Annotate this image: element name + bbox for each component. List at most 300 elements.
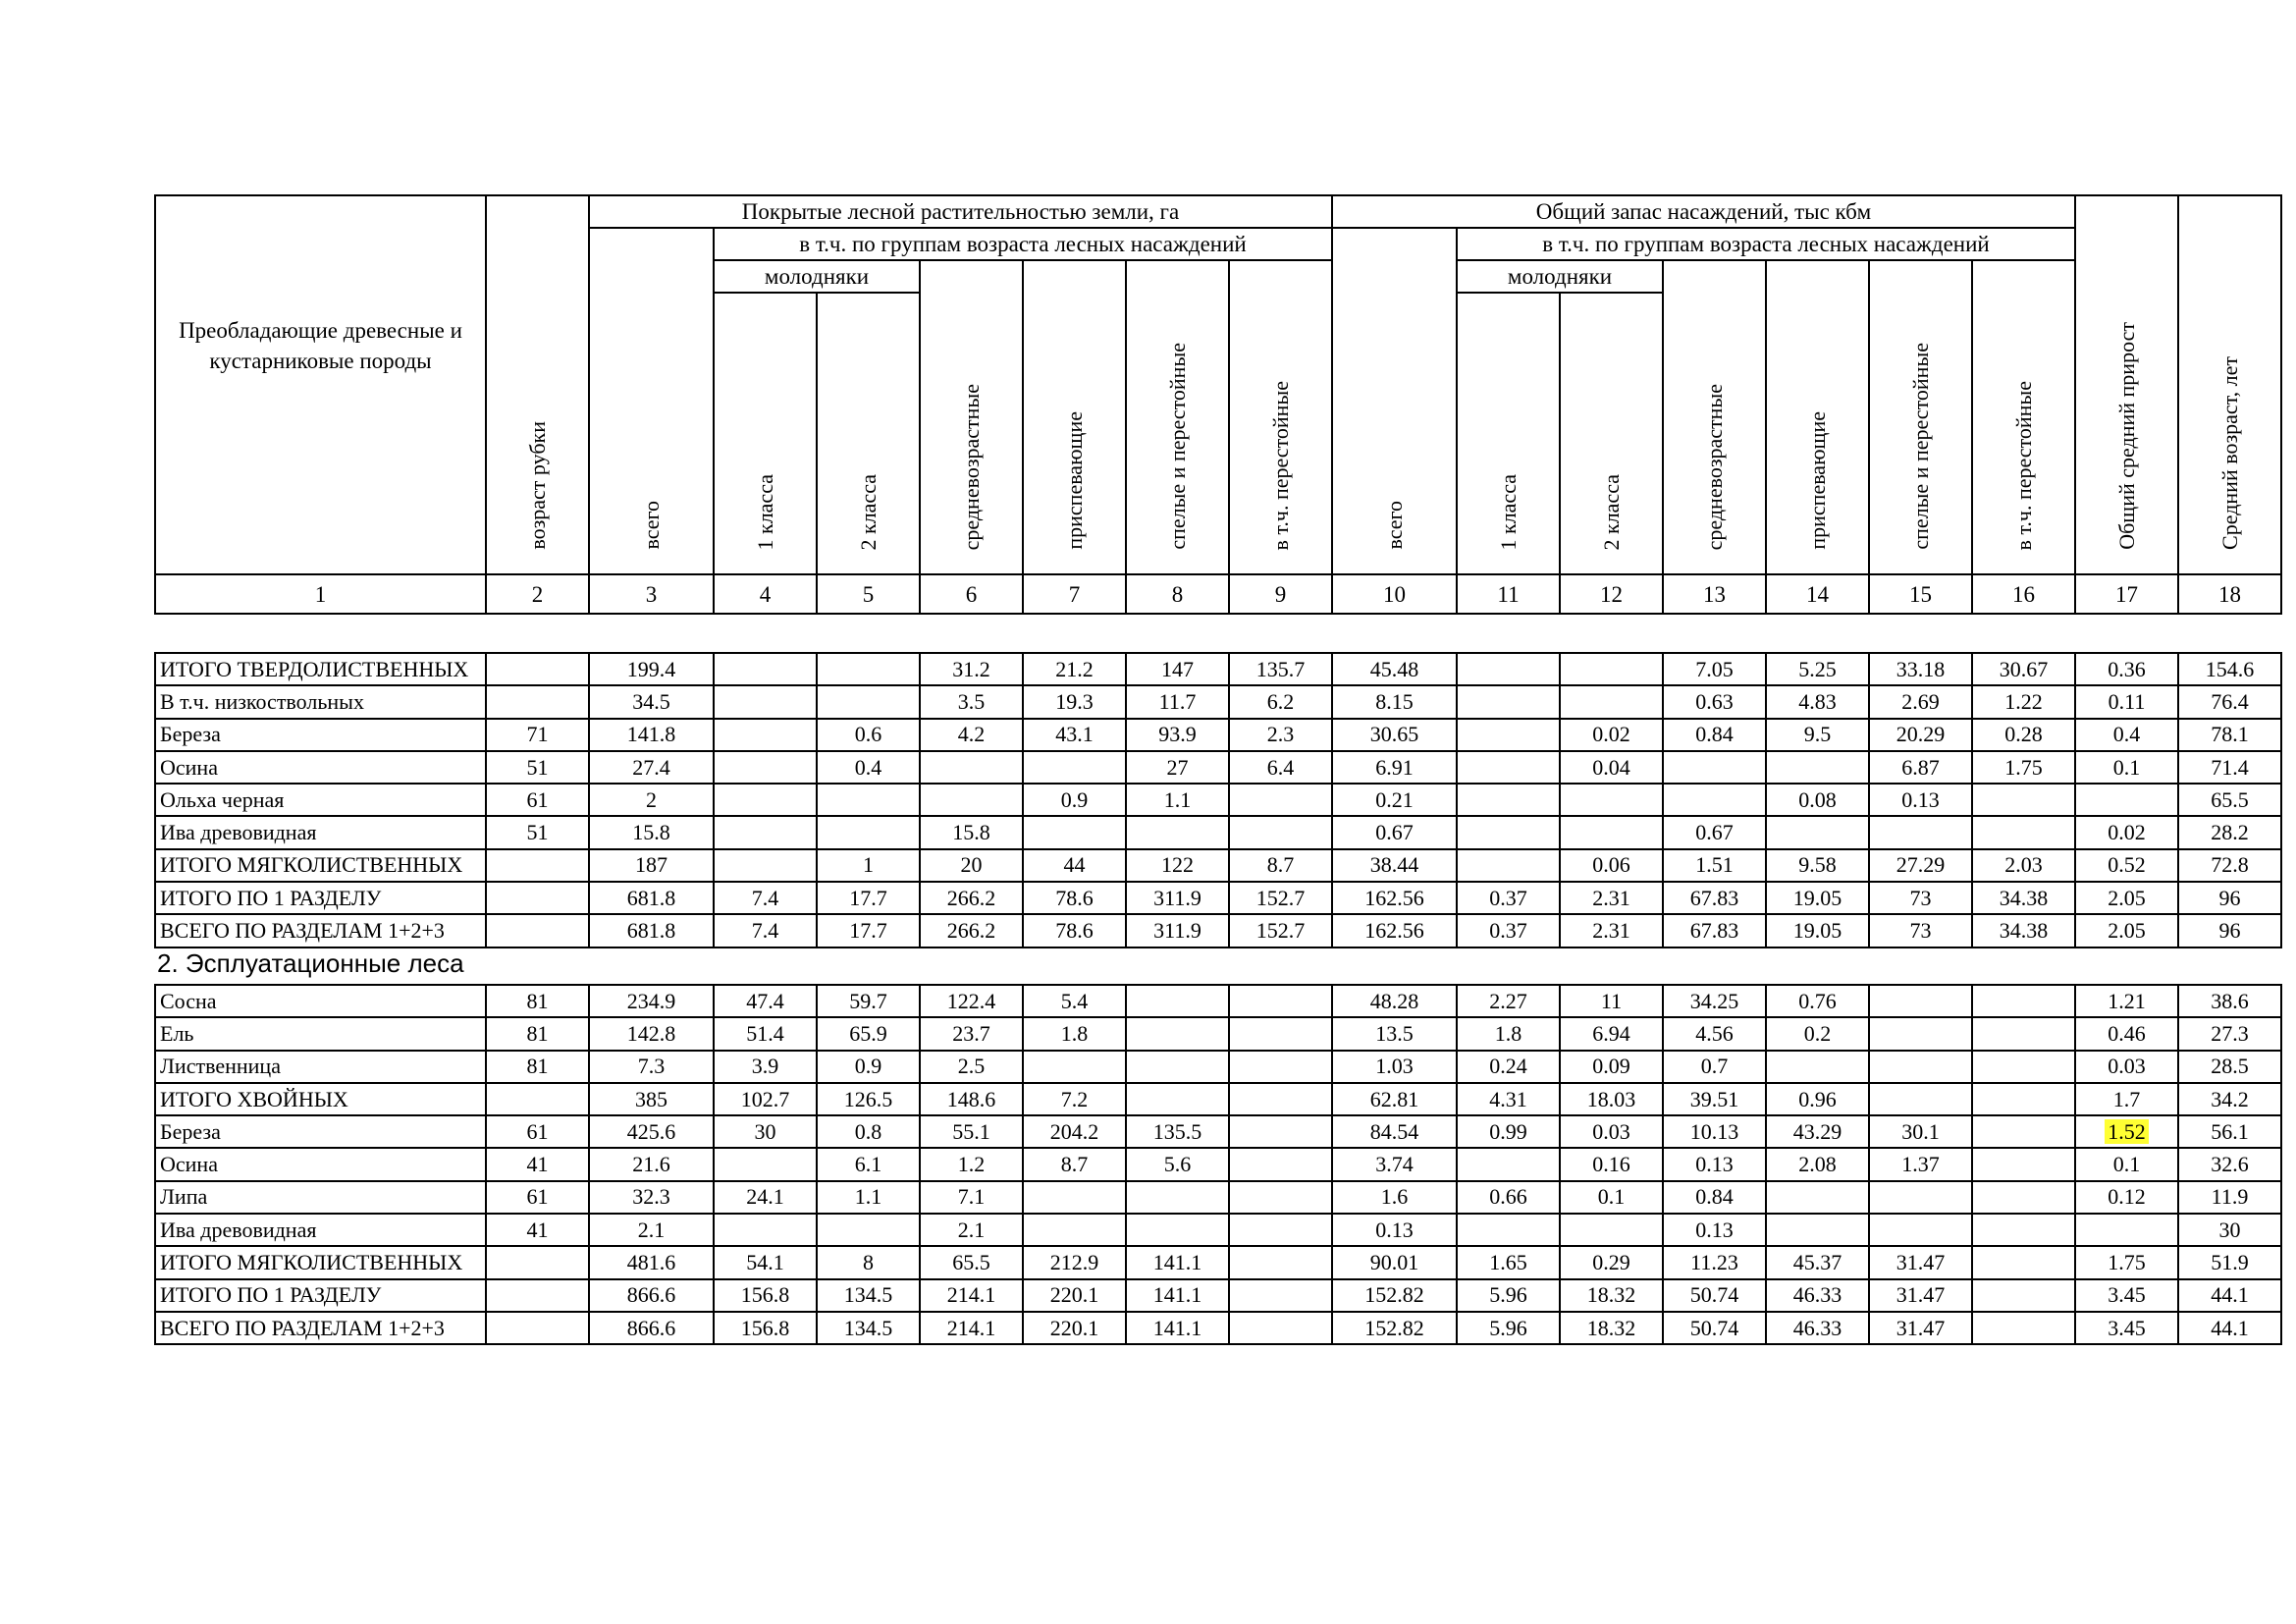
data-cell: 32.3 bbox=[589, 1181, 714, 1214]
data-cell bbox=[1972, 816, 2075, 848]
data-cell: 50.74 bbox=[1663, 1279, 1766, 1312]
data-cell: 47.4 bbox=[714, 985, 817, 1017]
data-cell: 51 bbox=[486, 816, 589, 848]
data-cell: 187 bbox=[589, 849, 714, 882]
column-number: 10 bbox=[1332, 574, 1457, 614]
data-cell bbox=[486, 653, 589, 685]
data-cell: 45.48 bbox=[1332, 653, 1457, 685]
column-number: 15 bbox=[1869, 574, 1972, 614]
data-cell: 122 bbox=[1126, 849, 1229, 882]
data-cell: 2.3 bbox=[1229, 719, 1332, 751]
data-cell bbox=[1229, 1214, 1332, 1246]
data-cell: 5.25 bbox=[1766, 653, 1869, 685]
data-cell: 27.4 bbox=[589, 751, 714, 784]
data-cell: 1.51 bbox=[1663, 849, 1766, 882]
data-cell: 96 bbox=[2178, 914, 2281, 947]
data-cell: 6.4 bbox=[1229, 751, 1332, 784]
data-cell: 13.5 bbox=[1332, 1017, 1457, 1050]
data-cell: 5.96 bbox=[1457, 1312, 1560, 1344]
data-cell bbox=[1972, 1115, 2075, 1148]
data-cell: 135.5 bbox=[1126, 1115, 1229, 1148]
data-cell bbox=[1229, 784, 1332, 816]
data-cell bbox=[1972, 1214, 2075, 1246]
species-name-cell: ИТОГО МЯГКОЛИСТВЕННЫХ bbox=[155, 849, 486, 882]
data-cell: 51.9 bbox=[2178, 1246, 2281, 1278]
data-cell bbox=[486, 882, 589, 914]
data-cell: 152.82 bbox=[1332, 1312, 1457, 1344]
data-cell: 141.1 bbox=[1126, 1312, 1229, 1344]
data-cell: 162.56 bbox=[1332, 882, 1457, 914]
data-cell: 4.2 bbox=[920, 719, 1023, 751]
data-cell bbox=[1766, 1181, 1869, 1214]
data-cell bbox=[1972, 1312, 2075, 1344]
data-cell: 234.9 bbox=[589, 985, 714, 1017]
data-cell bbox=[1869, 1214, 1972, 1246]
header-middle-a: средневозрастные bbox=[920, 260, 1023, 574]
header-cut-age: возраст рубки bbox=[486, 195, 589, 574]
data-cell: 34.2 bbox=[2178, 1083, 2281, 1115]
data-cell: 311.9 bbox=[1126, 914, 1229, 947]
data-cell: 1.1 bbox=[817, 1181, 920, 1214]
data-cell: 7.4 bbox=[714, 914, 817, 947]
data-cell: 65.9 bbox=[817, 1017, 920, 1050]
data-cell bbox=[1457, 784, 1560, 816]
data-cell: 30.67 bbox=[1972, 653, 2075, 685]
data-cell: 0.24 bbox=[1457, 1051, 1560, 1083]
data-cell: 0.63 bbox=[1663, 685, 1766, 718]
data-cell: 20.29 bbox=[1869, 719, 1972, 751]
data-cell: 0.67 bbox=[1663, 816, 1766, 848]
data-cell: 866.6 bbox=[589, 1312, 714, 1344]
data-cell bbox=[1229, 816, 1332, 848]
data-cell: 6.91 bbox=[1332, 751, 1457, 784]
data-cell bbox=[2075, 1115, 2178, 1148]
data-cell: 0.84 bbox=[1663, 719, 1766, 751]
header-stock-subgroup: в т.ч. по группам возраста лесных насаждений bbox=[1457, 228, 2075, 260]
table-row bbox=[155, 751, 2281, 784]
data-cell: 0.28 bbox=[1972, 719, 2075, 751]
data-cell: 152.7 bbox=[1229, 882, 1332, 914]
data-cell: 5.6 bbox=[1126, 1148, 1229, 1180]
data-cell: 31.47 bbox=[1869, 1312, 1972, 1344]
species-name-cell: Ива древовидная bbox=[155, 816, 486, 848]
data-cell: 24.1 bbox=[714, 1181, 817, 1214]
data-cell bbox=[1560, 685, 1663, 718]
data-cell: 0.29 bbox=[1560, 1246, 1663, 1278]
column-number: 12 bbox=[1560, 574, 1663, 614]
header-mature-b: спелые и перестойные bbox=[1869, 260, 1972, 574]
species-name-cell: Ива древовидная bbox=[155, 1214, 486, 1246]
table-row bbox=[155, 1017, 2281, 1050]
data-cell: 38.6 bbox=[2178, 985, 2281, 1017]
data-cell bbox=[1229, 1017, 1332, 1050]
species-name-cell: ВСЕГО ПО РАЗДЕЛАМ 1+2+3 bbox=[155, 914, 486, 947]
column-number: 17 bbox=[2075, 574, 2178, 614]
data-cell: 1.1 bbox=[1126, 784, 1229, 816]
data-cell: 1.8 bbox=[1457, 1017, 1560, 1050]
data-cell: 9.58 bbox=[1766, 849, 1869, 882]
data-cell: 54.1 bbox=[714, 1246, 817, 1278]
data-cell bbox=[486, 1279, 589, 1312]
header-area-group: Покрытые лесной растительностью земли, га bbox=[589, 195, 1332, 228]
column-number: 16 bbox=[1972, 574, 2075, 614]
data-cell: 2.05 bbox=[2075, 914, 2178, 947]
data-cell bbox=[2075, 1214, 2178, 1246]
data-cell: 1.22 bbox=[1972, 685, 2075, 718]
data-cell bbox=[486, 1083, 589, 1115]
data-cell: 3.45 bbox=[2075, 1279, 2178, 1312]
data-cell: 126.5 bbox=[817, 1083, 920, 1115]
data-cell: 3.74 bbox=[1332, 1148, 1457, 1180]
data-cell: 0.52 bbox=[2075, 849, 2178, 882]
data-cell: 34.5 bbox=[589, 685, 714, 718]
data-cell: 71 bbox=[486, 719, 589, 751]
data-cell: 31.47 bbox=[1869, 1279, 1972, 1312]
data-cell: 1.8 bbox=[1023, 1017, 1126, 1050]
data-cell: 0.4 bbox=[2075, 719, 2178, 751]
data-cell: 1.03 bbox=[1332, 1051, 1457, 1083]
data-cell: 2.08 bbox=[1766, 1148, 1869, 1180]
species-name-cell: Береза bbox=[155, 719, 486, 751]
data-cell: 2 bbox=[589, 784, 714, 816]
data-cell bbox=[1560, 784, 1663, 816]
data-cell: 76.4 bbox=[2178, 685, 2281, 718]
data-cell bbox=[1229, 1181, 1332, 1214]
data-cell: 84.54 bbox=[1332, 1115, 1457, 1148]
data-cell: 73 bbox=[1869, 882, 1972, 914]
data-cell bbox=[1560, 1214, 1663, 1246]
data-cell bbox=[1869, 1017, 1972, 1050]
data-cell bbox=[1023, 751, 1126, 784]
column-number-row bbox=[155, 574, 2281, 614]
data-cell: 30 bbox=[2178, 1214, 2281, 1246]
data-cell bbox=[714, 685, 817, 718]
data-cell: 61 bbox=[486, 784, 589, 816]
data-cell: 71.4 bbox=[2178, 751, 2281, 784]
section-2-title: 2. Эсплуатационные леса bbox=[157, 948, 464, 978]
data-cell: 1 bbox=[817, 849, 920, 882]
data-cell: 65.5 bbox=[2178, 784, 2281, 816]
data-cell: 56.1 bbox=[2178, 1115, 2281, 1148]
data-cell: 266.2 bbox=[920, 914, 1023, 947]
data-cell: 0.66 bbox=[1457, 1181, 1560, 1214]
species-name-cell: Сосна bbox=[155, 985, 486, 1017]
data-cell bbox=[1457, 816, 1560, 848]
table-row bbox=[155, 1279, 2281, 1312]
data-cell: 6.2 bbox=[1229, 685, 1332, 718]
column-number: 6 bbox=[920, 574, 1023, 614]
header-avg-age: Средний возраст, лет bbox=[2178, 195, 2281, 574]
header-middle-b: средневозрастные bbox=[1663, 260, 1766, 574]
data-cell: 8.7 bbox=[1229, 849, 1332, 882]
data-cell: 39.51 bbox=[1663, 1083, 1766, 1115]
data-cell: 7.05 bbox=[1663, 653, 1766, 685]
species-name-cell: ИТОГО МЯГКОЛИСТВЕННЫХ bbox=[155, 1246, 486, 1278]
data-cell: 0.21 bbox=[1332, 784, 1457, 816]
data-cell: 0.04 bbox=[1560, 751, 1663, 784]
data-cell: 1.21 bbox=[2075, 985, 2178, 1017]
header-stock-group: Общий запас насаждений, тыс кбм bbox=[1332, 195, 2075, 228]
table-row bbox=[155, 1083, 2281, 1115]
data-cell bbox=[1229, 1279, 1332, 1312]
header-class1-a: 1 класса bbox=[714, 293, 817, 574]
data-cell: 45.37 bbox=[1766, 1246, 1869, 1278]
data-cell bbox=[1560, 816, 1663, 848]
data-cell: 214.1 bbox=[920, 1312, 1023, 1344]
table-row bbox=[155, 882, 2281, 914]
data-cell: 6.94 bbox=[1560, 1017, 1663, 1050]
data-cell: 19.3 bbox=[1023, 685, 1126, 718]
data-cell bbox=[1126, 816, 1229, 848]
data-cell: 481.6 bbox=[589, 1246, 714, 1278]
data-cell: 8.15 bbox=[1332, 685, 1457, 718]
data-cell bbox=[1229, 1083, 1332, 1115]
data-cell: 96 bbox=[2178, 882, 2281, 914]
data-cell: 11 bbox=[1560, 985, 1663, 1017]
data-cell: 27.3 bbox=[2178, 1017, 2281, 1050]
data-cell: 1.6 bbox=[1332, 1181, 1457, 1214]
species-name-cell: ИТОГО ПО 1 РАЗДЕЛУ bbox=[155, 1279, 486, 1312]
column-number: 7 bbox=[1023, 574, 1126, 614]
table-row bbox=[155, 985, 2281, 1017]
data-cell: 30.65 bbox=[1332, 719, 1457, 751]
data-cell: 2.05 bbox=[2075, 882, 2178, 914]
data-cell: 122.4 bbox=[920, 985, 1023, 1017]
table-row bbox=[155, 816, 2281, 848]
data-cell: 17.7 bbox=[817, 914, 920, 947]
column-number: 3 bbox=[589, 574, 714, 614]
data-cell: 7.1 bbox=[920, 1181, 1023, 1214]
data-cell: 0.08 bbox=[1766, 784, 1869, 816]
data-cell: 28.5 bbox=[2178, 1051, 2281, 1083]
data-cell: 41 bbox=[486, 1148, 589, 1180]
data-cell: 27.29 bbox=[1869, 849, 1972, 882]
data-cell: 11.23 bbox=[1663, 1246, 1766, 1278]
data-cell: 266.2 bbox=[920, 882, 1023, 914]
data-cell: 148.6 bbox=[920, 1083, 1023, 1115]
column-number: 13 bbox=[1663, 574, 1766, 614]
data-cell bbox=[817, 1214, 920, 1246]
data-cell: 8.7 bbox=[1023, 1148, 1126, 1180]
data-cell: 0.9 bbox=[817, 1051, 920, 1083]
data-cell: 19.05 bbox=[1766, 882, 1869, 914]
data-cell bbox=[920, 751, 1023, 784]
data-cell: 156.8 bbox=[714, 1279, 817, 1312]
data-cell bbox=[486, 1246, 589, 1278]
column-number: 8 bbox=[1126, 574, 1229, 614]
data-cell bbox=[1126, 985, 1229, 1017]
data-cell: 385 bbox=[589, 1083, 714, 1115]
data-cell: 23.7 bbox=[920, 1017, 1023, 1050]
data-cell bbox=[1457, 1214, 1560, 1246]
data-cell: 2.03 bbox=[1972, 849, 2075, 882]
data-cell: 9.5 bbox=[1766, 719, 1869, 751]
data-cell: 141.1 bbox=[1126, 1279, 1229, 1312]
data-cell: 0.7 bbox=[1663, 1051, 1766, 1083]
data-cell: 0.8 bbox=[817, 1115, 920, 1148]
data-cell: 2.31 bbox=[1560, 914, 1663, 947]
species-name-cell: В т.ч. низкоствольных bbox=[155, 685, 486, 718]
data-cell: 34.25 bbox=[1663, 985, 1766, 1017]
data-cell: 33.18 bbox=[1869, 653, 1972, 685]
data-cell bbox=[1229, 1115, 1332, 1148]
header-ripening-b: приспевающие bbox=[1766, 260, 1869, 574]
data-cell: 311.9 bbox=[1126, 882, 1229, 914]
data-cell: 78.1 bbox=[2178, 719, 2281, 751]
data-cell: 34.38 bbox=[1972, 882, 2075, 914]
species-name-cell: Липа bbox=[155, 1181, 486, 1214]
data-cell bbox=[714, 784, 817, 816]
data-cell bbox=[1229, 1148, 1332, 1180]
data-cell: 6.87 bbox=[1869, 751, 1972, 784]
data-cell bbox=[1126, 1051, 1229, 1083]
data-cell: 61 bbox=[486, 1181, 589, 1214]
column-number: 14 bbox=[1766, 574, 1869, 614]
data-cell: 199.4 bbox=[589, 653, 714, 685]
column-number: 18 bbox=[2178, 574, 2281, 614]
data-cell bbox=[1457, 1148, 1560, 1180]
data-cell bbox=[1023, 1181, 1126, 1214]
data-cell bbox=[1869, 816, 1972, 848]
data-cell bbox=[1972, 985, 2075, 1017]
data-cell: 0.06 bbox=[1560, 849, 1663, 882]
data-cell bbox=[817, 653, 920, 685]
data-cell: 10.13 bbox=[1663, 1115, 1766, 1148]
data-cell: 4.56 bbox=[1663, 1017, 1766, 1050]
data-cell: 31.47 bbox=[1869, 1246, 1972, 1278]
data-cell: 0.1 bbox=[2075, 1148, 2178, 1180]
table-row bbox=[155, 1246, 2281, 1278]
data-cell: 31.2 bbox=[920, 653, 1023, 685]
data-cell bbox=[817, 816, 920, 848]
data-cell: 73 bbox=[1869, 914, 1972, 947]
header-area-total: всего bbox=[589, 228, 714, 574]
data-cell: 214.1 bbox=[920, 1279, 1023, 1312]
data-cell bbox=[1663, 784, 1766, 816]
data-cell bbox=[714, 751, 817, 784]
data-cell: 0.37 bbox=[1457, 882, 1560, 914]
data-cell bbox=[1869, 1051, 1972, 1083]
table-row bbox=[155, 1312, 2281, 1344]
data-cell: 27 bbox=[1126, 751, 1229, 784]
data-cell bbox=[1972, 1279, 2075, 1312]
data-cell: 3.9 bbox=[714, 1051, 817, 1083]
table-row bbox=[155, 1051, 2281, 1083]
data-cell: 78.6 bbox=[1023, 914, 1126, 947]
data-cell: 5.4 bbox=[1023, 985, 1126, 1017]
header-ripening-a: приспевающие bbox=[1023, 260, 1126, 574]
data-cell: 62.81 bbox=[1332, 1083, 1457, 1115]
data-cell: 1.7 bbox=[2075, 1083, 2178, 1115]
data-cell: 147 bbox=[1126, 653, 1229, 685]
data-cell: 135.7 bbox=[1229, 653, 1332, 685]
data-cell: 0.03 bbox=[2075, 1051, 2178, 1083]
data-cell: 866.6 bbox=[589, 1279, 714, 1312]
data-cell: 51.4 bbox=[714, 1017, 817, 1050]
data-cell bbox=[1972, 1181, 2075, 1214]
data-cell bbox=[817, 784, 920, 816]
data-cell: 0.2 bbox=[1766, 1017, 1869, 1050]
data-cell bbox=[1972, 1246, 2075, 1278]
data-cell: 6.1 bbox=[817, 1148, 920, 1180]
data-cell: 212.9 bbox=[1023, 1246, 1126, 1278]
data-cell bbox=[1126, 1181, 1229, 1214]
data-cell bbox=[1457, 751, 1560, 784]
data-cell: 204.2 bbox=[1023, 1115, 1126, 1148]
data-cell: 81 bbox=[486, 1051, 589, 1083]
data-cell bbox=[714, 816, 817, 848]
species-name-cell: Береза bbox=[155, 1115, 486, 1148]
data-cell: 46.33 bbox=[1766, 1312, 1869, 1344]
data-cell: 0.67 bbox=[1332, 816, 1457, 848]
column-number: 11 bbox=[1457, 574, 1560, 614]
data-cell bbox=[1126, 1214, 1229, 1246]
data-cell: 32.6 bbox=[2178, 1148, 2281, 1180]
data-cell: 19.05 bbox=[1766, 914, 1869, 947]
species-name-cell: ИТОГО ТВЕРДОЛИСТВЕННЫХ bbox=[155, 653, 486, 685]
data-cell bbox=[817, 685, 920, 718]
data-cell: 72.8 bbox=[2178, 849, 2281, 882]
data-cell: 2.31 bbox=[1560, 882, 1663, 914]
data-cell bbox=[1023, 1214, 1126, 1246]
data-cell bbox=[714, 849, 817, 882]
data-cell: 152.82 bbox=[1332, 1279, 1457, 1312]
data-cell: 81 bbox=[486, 985, 589, 1017]
data-cell: 0.76 bbox=[1766, 985, 1869, 1017]
data-cell bbox=[1457, 653, 1560, 685]
data-cell bbox=[1869, 1181, 1972, 1214]
data-cell: 220.1 bbox=[1023, 1312, 1126, 1344]
data-cell bbox=[1229, 1312, 1332, 1344]
data-cell: 41 bbox=[486, 1214, 589, 1246]
data-cell: 681.8 bbox=[589, 914, 714, 947]
data-cell: 141.8 bbox=[589, 719, 714, 751]
data-cell: 1.37 bbox=[1869, 1148, 1972, 1180]
table-row bbox=[155, 1214, 2281, 1246]
table-row bbox=[155, 719, 2281, 751]
data-cell: 55.1 bbox=[920, 1115, 1023, 1148]
species-name-cell: Ольха черная bbox=[155, 784, 486, 816]
data-cell: 0.1 bbox=[1560, 1181, 1663, 1214]
header-mature-a: спелые и перестойные bbox=[1126, 260, 1229, 574]
section-2-table bbox=[154, 984, 2282, 1345]
data-cell bbox=[1126, 1083, 1229, 1115]
data-cell: 81 bbox=[486, 1017, 589, 1050]
species-name-cell: Осина bbox=[155, 1148, 486, 1180]
data-cell bbox=[1229, 985, 1332, 1017]
data-cell: 425.6 bbox=[589, 1115, 714, 1148]
table-row bbox=[155, 685, 2281, 718]
data-cell: 7.3 bbox=[589, 1051, 714, 1083]
table-row bbox=[155, 653, 2281, 685]
data-cell bbox=[1972, 1083, 2075, 1115]
data-cell bbox=[714, 1214, 817, 1246]
data-cell bbox=[2075, 784, 2178, 816]
data-cell: 30.1 bbox=[1869, 1115, 1972, 1148]
table-row bbox=[155, 1148, 2281, 1180]
table-row bbox=[155, 1181, 2281, 1214]
data-cell bbox=[1126, 1017, 1229, 1050]
species-name-cell: Осина bbox=[155, 751, 486, 784]
data-cell: 7.4 bbox=[714, 882, 817, 914]
data-cell: 154.6 bbox=[2178, 653, 2281, 685]
header-class2-b: 2 класса bbox=[1560, 293, 1663, 574]
data-cell bbox=[1023, 816, 1126, 848]
column-number: 5 bbox=[817, 574, 920, 614]
data-cell bbox=[1766, 1051, 1869, 1083]
data-cell: 2.69 bbox=[1869, 685, 1972, 718]
data-cell: 78.6 bbox=[1023, 882, 1126, 914]
